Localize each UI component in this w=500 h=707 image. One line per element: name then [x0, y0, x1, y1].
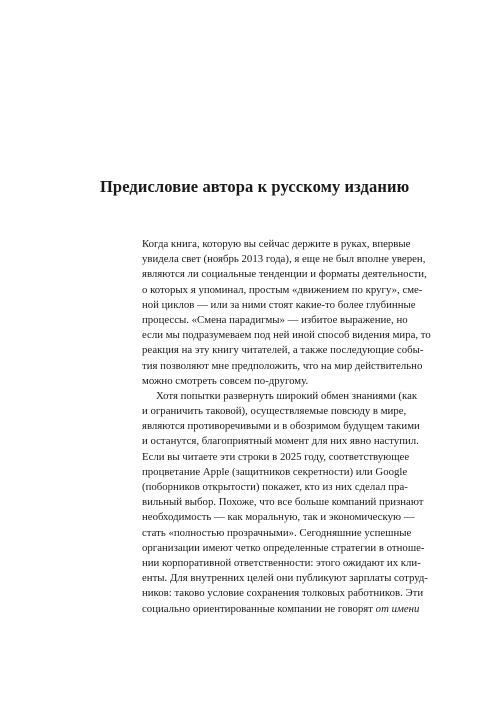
text-line: можно смотреть совсем по-другому. — [142, 374, 309, 387]
emphasis-text: от имени — [375, 602, 420, 615]
text-line: организации имеют четко определенные стратегии в отноше- — [142, 541, 425, 554]
text-line: необходимость — как моральную, так и экономическую — — [142, 511, 415, 524]
paragraph-1 — [142, 237, 431, 389]
text-line: реакция на эту книгу читателей, а также последующие собы- — [142, 344, 424, 357]
text-line: процветание Apple (защитников секретности) или Google — [142, 465, 408, 478]
text-line: Хотя попытки развернуть широкий обмен знаниями (как — [156, 389, 418, 402]
text-line: тия позволяют мне предположить, что на мир действительно — [142, 359, 423, 372]
text-line: стать «полностью прозрачными». Сегодняшние успешные — [142, 526, 412, 539]
text-line: (поборников открытости) покажет, кто из них сделал пра- — [142, 481, 408, 493]
text-line: енты. Для внутренних целей они публикуют зарплаты сотруд- — [142, 572, 429, 585]
text-line: Если вы читаете эти строки в 2025 году, соответствующее — [142, 450, 410, 463]
text-line: и останутся, благоприятный момент для них явно наступил. — [142, 435, 419, 448]
text-line: увидела свет (ноябрь 2013 года), я еще не был вполне уверен, — [142, 253, 426, 266]
text-line: вильный выбор. Похоже, что все больше компаний признают — [142, 496, 424, 509]
text-line-final-plain: социально ориентированные компании не говорят — [142, 602, 373, 615]
text-line: являются противоречивыми и в обозримом будущем такими — [142, 420, 420, 433]
paragraph-2 — [142, 389, 429, 617]
text-line: процессы. «Смена парадигмы» — избитое выражение, но — [142, 313, 408, 326]
text-line: нии корпоративной ответственности: этого ожидают их кли- — [142, 556, 421, 569]
text-line: если мы подразумеваем под ней иной способ видения мира, то — [142, 329, 431, 342]
text-line: и ограничить таковой), осуществляемые повсюду в мире, — [142, 405, 407, 418]
chapter-heading: Предисловие автора к русскому изданию — [100, 177, 410, 196]
text-line-final — [142, 602, 420, 617]
text-line: о которых я упоминал, простым «движением по кругу», сме- — [142, 283, 423, 296]
text-line: ников: таково условие сохранения толковых работников. Эти — [142, 587, 424, 600]
text-line: являются ли социальные тенденции и форматы деятельности, — [142, 268, 427, 281]
text-line: Когда книга, которую вы сейчас держите в руках, впервые — [142, 238, 411, 250]
text-line: ной циклов — или за ними стоят какие-то более глубинные — [142, 298, 416, 311]
body-text — [142, 237, 431, 617]
